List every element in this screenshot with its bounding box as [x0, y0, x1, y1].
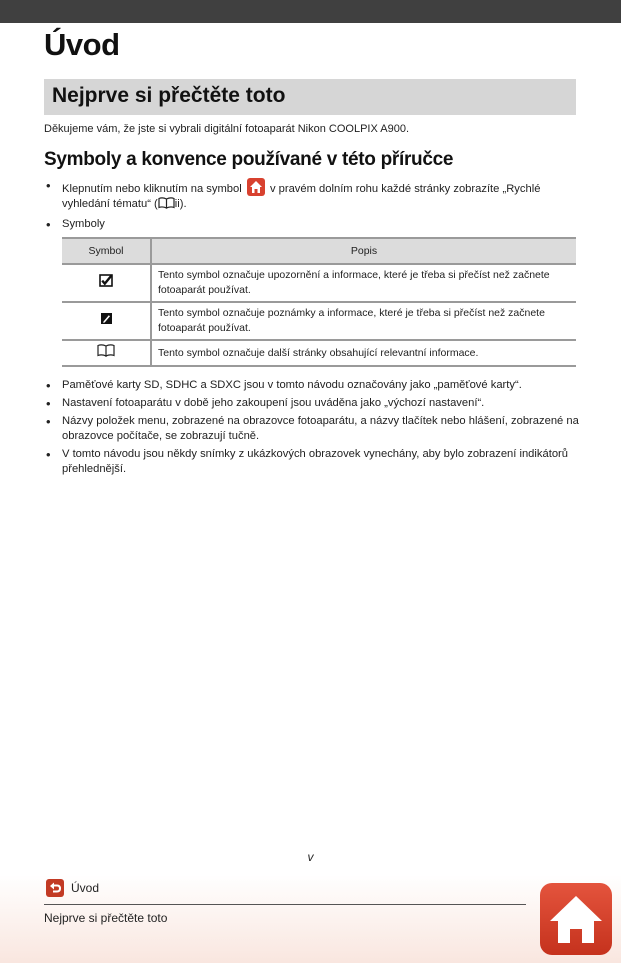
page-reference-link[interactable]: ii [174, 198, 180, 210]
top-bar [0, 0, 621, 23]
table-header-description: Popis [151, 238, 576, 264]
page-number: v [307, 850, 314, 864]
section-title: Nejprve si přečtěte toto [52, 84, 286, 107]
note-icon [100, 312, 113, 325]
home-icon[interactable] [247, 178, 265, 196]
list-item: • Symboly [44, 217, 584, 232]
chapter-title: Úvod [44, 27, 120, 62]
table-cell-description: Tento symbol označuje další stránky obsahující relevantní informace. [151, 340, 576, 366]
table-cell-description: Tento symbol označuje upozornění a informace, které je třeba si přečíst než začnete fotoaparát používat. [151, 264, 576, 302]
section-header [44, 79, 576, 115]
table-row [62, 264, 576, 302]
symbols-heading: Symboly a konvence používané v této příručce [44, 149, 454, 170]
home-button[interactable] [540, 883, 612, 955]
table-cell-description: Tento symbol označuje poznámky a informace, které je třeba si přečíst než začnete fotoaparát používat. [151, 302, 576, 340]
symbols-table [62, 237, 576, 367]
back-link-label[interactable]: Úvod [71, 881, 100, 895]
back-link[interactable] [46, 879, 99, 897]
list-item: • Paměťové karty SD, SDHC a SDXC jsou v tomto návodu označovány jako „paměťové karty“. [44, 378, 584, 393]
footer-divider [44, 904, 526, 905]
back-arrow-icon[interactable] [46, 879, 64, 897]
intro-text: Děkujeme vám, že jste si vybrali digitální fotoaparát Nikon COOLPIX A900. [44, 123, 410, 135]
book-icon [97, 344, 115, 357]
breadcrumb: Nejprve si přečtěte toto [44, 911, 168, 925]
top-bullet-list [44, 178, 584, 235]
bottom-bullet-list [44, 378, 584, 480]
home-icon[interactable] [540, 883, 612, 955]
caution-icon [99, 274, 113, 287]
table-header-symbol: Symbol [62, 238, 151, 264]
table-row [62, 340, 576, 366]
list-item: • V tomto návodu jsou někdy snímky z ukázkových obrazovek vynechány, aby bylo zobrazení indikátorů přehlednější. [44, 447, 584, 477]
list-item: • Nastavení fotoaparátu v době jeho zakoupení jsou uváděna jako „výchozí nastavení“. [44, 396, 584, 411]
table-row [62, 302, 576, 340]
book-icon [158, 197, 175, 214]
list-item: • Názvy položek menu, zobrazené na obrazovce fotoaparátu, a názvy tlačítek nebo hlášení, zobrazené na obrazovce počítače, se zobrazují tučně. [44, 414, 584, 444]
list-item: • Klepnutím nebo kliknutím na symbol v pravém dolním rohu každé stránky zobrazíte „Rychlé vyhledání tématu“ ( ii). [44, 178, 584, 214]
